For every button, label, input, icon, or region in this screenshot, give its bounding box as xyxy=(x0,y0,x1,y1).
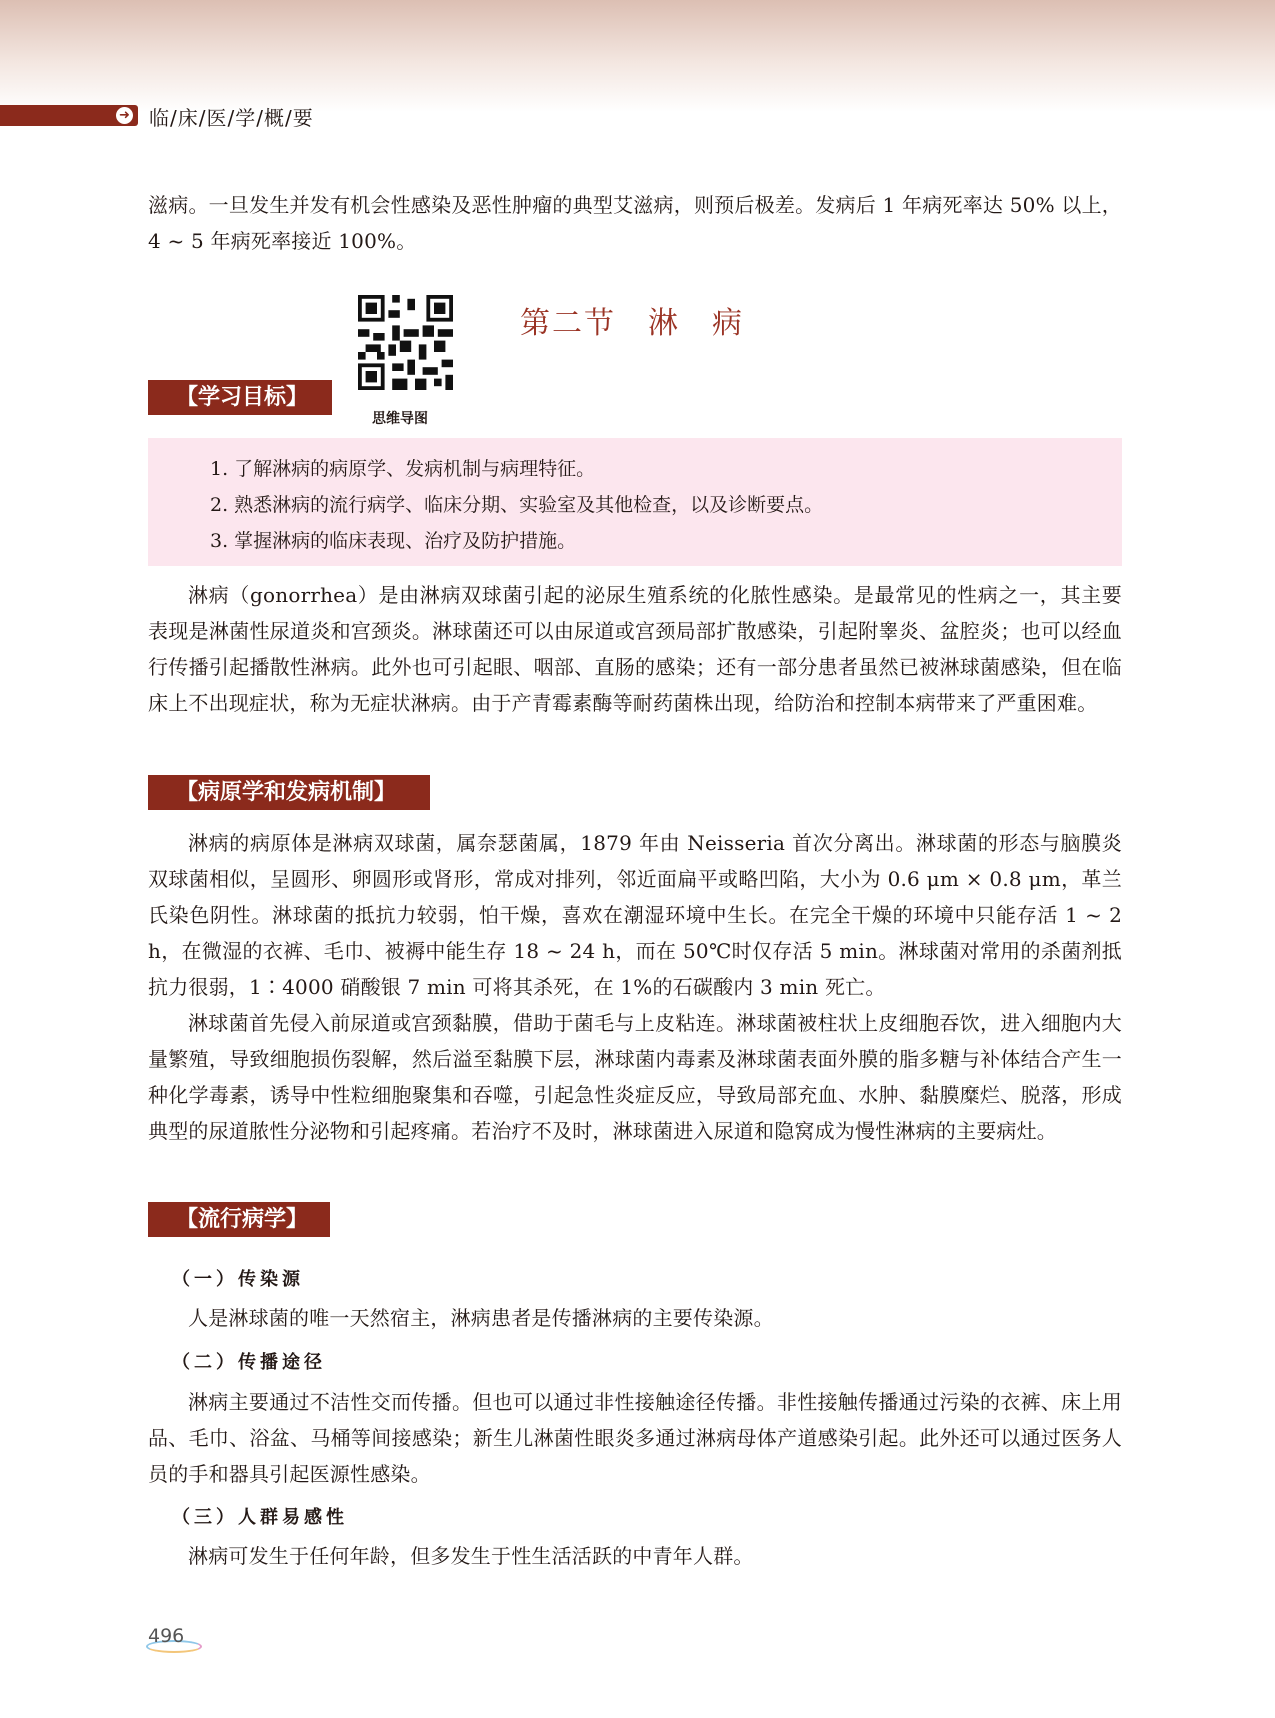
arrow-right-icon: ➜ xyxy=(116,107,133,124)
etiology-label: 【病原学和发病机制】 xyxy=(148,775,430,810)
header-band xyxy=(0,0,1275,112)
source-paragraph: 人是淋球菌的唯一天然宿主，淋病患者是传播淋病的主要传染源。 xyxy=(188,1306,774,1330)
running-title: 临/床/医/学/概/要 xyxy=(149,106,314,130)
pathogenesis-paragraph: 淋球菌首先侵入前尿道或宫颈黏膜，借助于菌毛与上皮粘连。淋球菌被柱状上皮细胞吞饮，进入细胞内大量繁殖，导致细胞损伤裂解，然后溢至黏膜下层，淋球菌内毒素及淋球菌表面外膜的脂多糖与补体结合产生一种化学毒素，诱导中性粒细胞聚集和吞噬，引起急性炎症反应，导致局部充血、水肿、黏膜糜烂、脱落，形成典型的尿道脓性分泌物和引起疼痛。若治疗不及时，淋球菌进入尿道和隐窝成为慢性淋病的主要病灶。 xyxy=(148,1011,1122,1143)
subheading-transmission: （二）传播途径 xyxy=(172,1352,326,1373)
goal-item: 1. 了解淋病的病原学、发病机制与病理特征。 xyxy=(210,458,596,480)
etiology-paragraph: 淋病的病原体是淋病双球菌，属奈瑟菌属，1879 年由 Neisseria 首次分离出。淋球菌的形态与脑膜炎双球菌相似，呈圆形、卵圆形或肾形，常成对排列，邻近面扁平或略凹陷，大小为 0.6 μm × 0.8 μm，革兰氏染色阴性。淋球菌的抵抗力较弱，怕干燥，喜欢在潮湿环境中生长。在完全干燥的环境中只能存活 1 ~ 2 h，在微湿的衣裤、毛巾、被褥中能生存 18 ~ 24 h，而在 50℃时仅存活 5 min。淋球菌对常用的杀菌剂抵抗力很弱，1∶4000 硝酸银 7 min 可将其杀死，在 1%的石碳酸内 3 min 死亡。 xyxy=(148,831,1122,999)
page-number: 496 xyxy=(148,1625,185,1647)
goal-item: 3. 掌握淋病的临床表现、治疗及防护措施。 xyxy=(210,530,577,552)
epidemiology-label: 【流行病学】 xyxy=(148,1202,330,1237)
subheading-source: （一）传染源 xyxy=(172,1269,304,1290)
section-title: 第二节 淋 病 xyxy=(520,306,744,341)
qr-caption: 思维导图 xyxy=(372,411,428,427)
subheading-susceptibility: （三）人群易感性 xyxy=(172,1507,348,1528)
learning-goals-label: 【学习目标】 xyxy=(148,380,332,415)
learning-goals-box xyxy=(148,438,1122,566)
transmission-paragraph: 淋病主要通过不洁性交而传播。但也可以通过非性接触途径传播。非性接触传播通过污染的衣裤、床上用品、毛巾、浴盆、马桶等间接感染；新生儿淋菌性眼炎多通过淋病母体产道感染引起。此外还可以通过医务人员的手和器具引起医源性感染。 xyxy=(148,1390,1122,1486)
overview-paragraph: 淋病（gonorrhea）是由淋病双球菌引起的泌尿生殖系统的化脓性感染。是最常见的性病之一，其主要表现是淋菌性尿道炎和宫颈炎。淋球菌还可以由尿道或宫颈局部扩散感染，引起附睾炎、盆腔炎；也可以经血行传播引起播散性淋病。此外也可引起眼、咽部、直肠的感染；还有一部分患者虽然已被淋球菌感染，但在临床上不出现症状，称为无症状淋病。由于产青霉素酶等耐药菌株出现，给防治和控制本病带来了严重困难。 xyxy=(148,583,1122,715)
intro-paragraph: 滋病。一旦发生并发有机会性感染及恶性肿瘤的典型艾滋病，则预后极差。发病后 1 年病死率达 50% 以上，4 ~ 5 年病死率接近 100%。 xyxy=(148,193,1122,253)
qr-code-icon[interactable] xyxy=(358,295,453,390)
goal-item: 2. 熟悉淋病的流行病学、临床分期、实验室及其他检查，以及诊断要点。 xyxy=(210,494,824,516)
susceptibility-paragraph: 淋病可发生于任何年龄，但多发生于性生活活跃的中青年人群。 xyxy=(188,1544,754,1568)
